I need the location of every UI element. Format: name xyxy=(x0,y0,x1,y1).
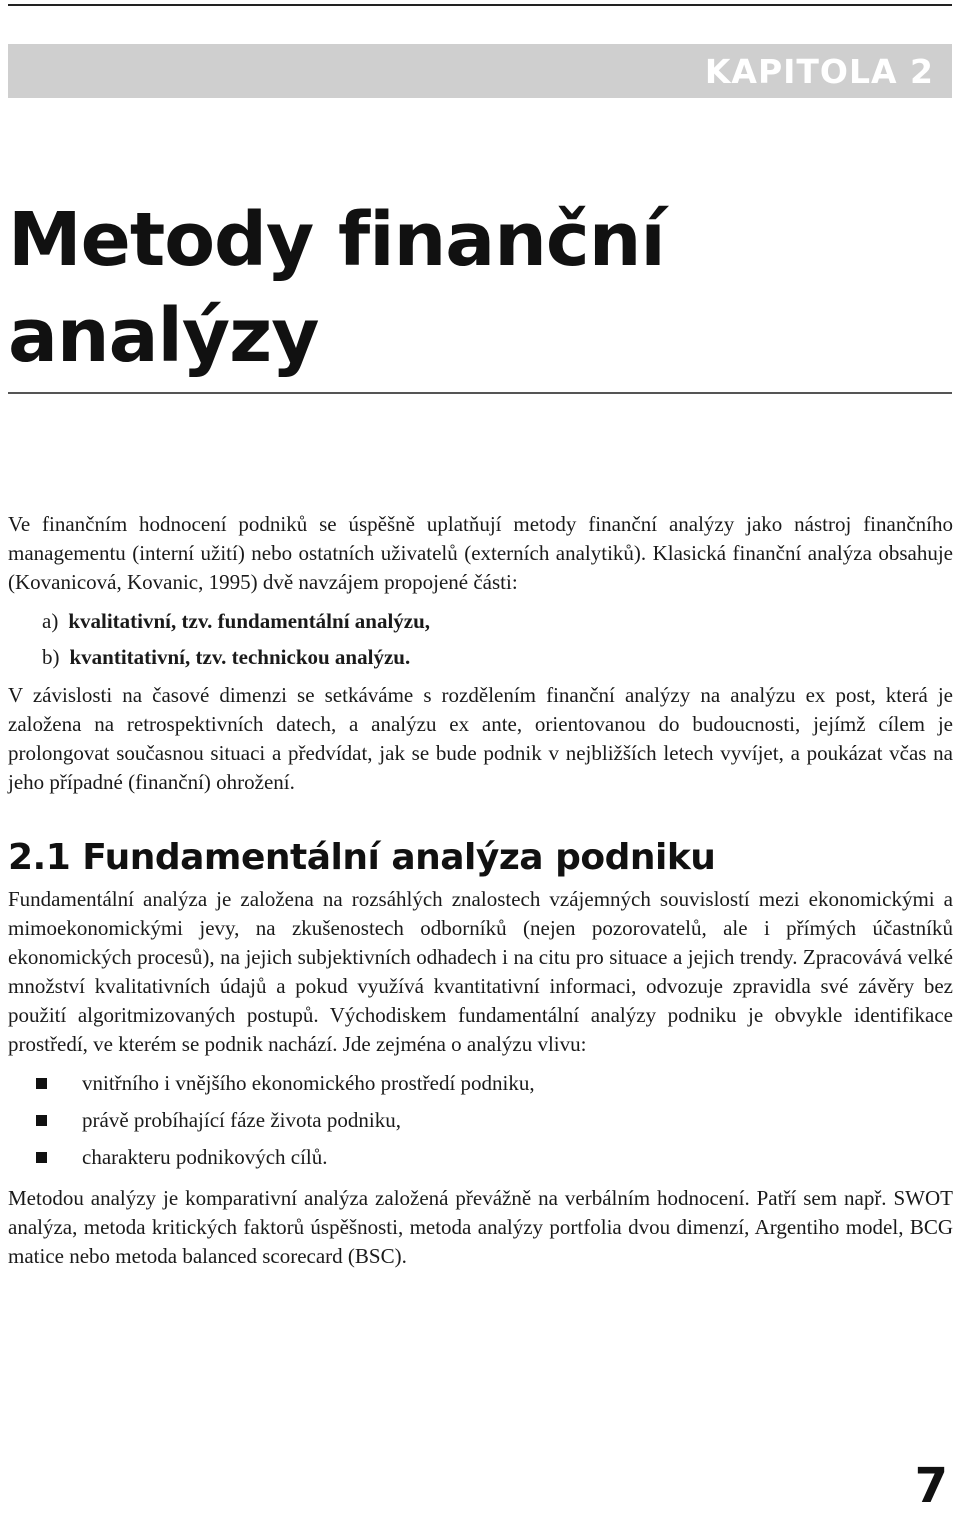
square-bullet-icon xyxy=(36,1078,47,1089)
chapter-label: KAPITOLA 2 xyxy=(704,52,934,91)
list-item-text: vnitřního i vnějšího ekonomického prostředí podniku, xyxy=(82,1071,535,1095)
list-item xyxy=(8,1102,953,1139)
intro-paragraph-1: Ve finančním hodnocení podniků se úspěšně uplatňují metody finanční analýzy jako nástroj finančního managementu (interní užití) nebo ostatních uživatelů (externích analytiků). Klasická finanční analýza obsahuje (Kovanicová, Kovanic, 1995) dvě navzájem propojené části: xyxy=(8,512,953,594)
top-rule xyxy=(8,4,952,6)
influence-list xyxy=(8,1065,953,1176)
page-number: 7 xyxy=(914,1458,948,1514)
option-text: kvalitativní, tzv. fundamentální analýzu, xyxy=(68,609,431,633)
list-item xyxy=(8,1139,953,1176)
option-letter: a) xyxy=(42,609,59,633)
section-paragraph-1: Fundamentální analýza je založena na rozsáhlých znalostech vzájemných souvislostí mezi ekonomickými a mimoekonomickými jevy, na zkušenostech odborníků (nejen pozorovatelů, ale i přímých účastníků ekonomických procesů), na jejich subjektivních odhadech i na citu pro situace a jejich trendy. Zpracovává velké množství kvalitativních údajů a pokud využívá kvantitativní informaci, odvozuje zpravidla své závěry bez použití algoritmizovaných postupů. Východiskem fundamentální analýzy podniku je obvykle identifikace prostředí, ve kterém se podnik nachází. Jde zejména o analýzu vlivu: xyxy=(8,887,953,1056)
intro-paragraph-2: V závislosti na časové dimenzi se setkáváme s rozdělením finanční analýzy na analýzu ex post, která je založena na retrospektivních datech, a analýzu ex ante, orientovanou do budoucnosti, jejímž cílem je prolongovat současnou situaci a předvídat, jak se bude podnik v nejbližších letech vyvíjet, a poukázat včas na jeho případné (finanční) ohrožení. xyxy=(8,683,953,794)
title-rule xyxy=(8,392,952,394)
list-item-text: charakteru podnikových cílů. xyxy=(82,1145,328,1169)
section-heading: 2.1 Fundamentální analýza podniku xyxy=(8,837,716,878)
option-text: kvantitativní, tzv. technickou analýzu. xyxy=(69,645,411,669)
analysis-part-b xyxy=(42,639,953,675)
chapter-title xyxy=(8,192,908,384)
square-bullet-icon xyxy=(36,1115,47,1126)
option-letter: b) xyxy=(42,645,60,669)
square-bullet-icon xyxy=(36,1152,47,1163)
list-item xyxy=(8,1065,953,1102)
main-content xyxy=(8,510,953,1271)
analysis-part-a xyxy=(42,603,953,639)
chapter-title-line-1: Metody finanční xyxy=(8,197,665,283)
section-paragraph-2: Metodou analýzy je komparativní analýza založená převážně na verbálním hodnocení. Patří sem např. SWOT analýza, metoda kritických faktorů úspěšnosti, metoda analýzy portfolia dvou dimenzí, Argentiho model, BCG matice nebo metoda balanced scorecard (BSC). xyxy=(8,1186,953,1268)
analysis-parts-list xyxy=(42,603,953,675)
list-item-text: právě probíhající fáze života podniku, xyxy=(82,1108,401,1132)
chapter-banner xyxy=(8,44,952,98)
chapter-title-line-2: analýzy xyxy=(8,293,319,379)
